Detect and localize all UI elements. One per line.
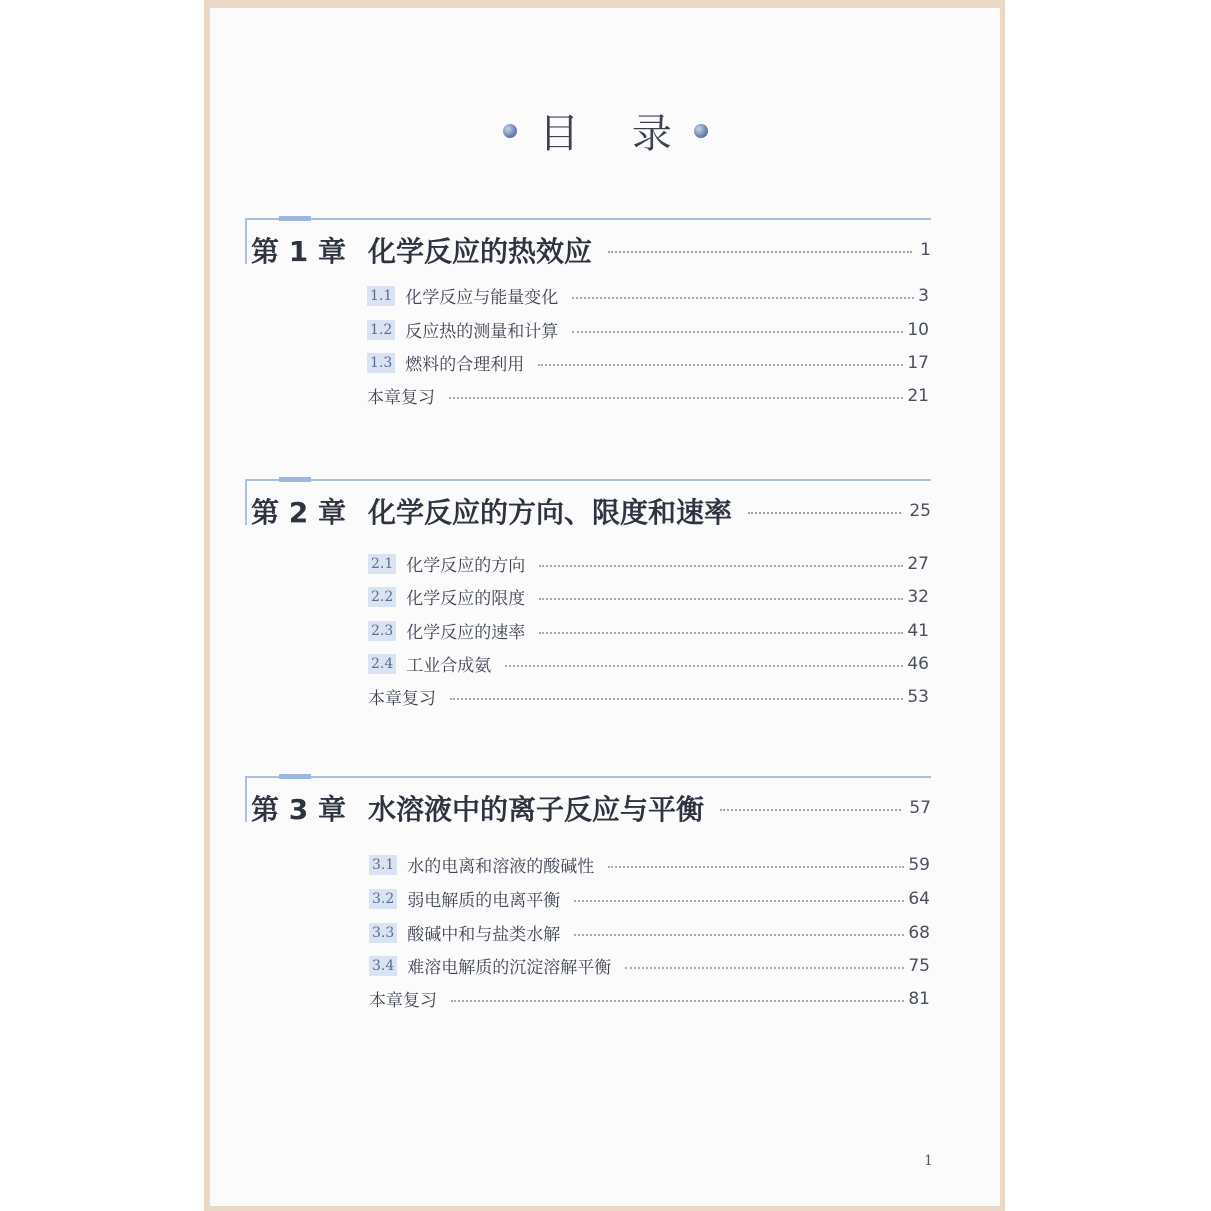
dot-leader [720,809,901,811]
chapter-bracket [245,479,247,525]
chapter-accent [279,477,311,482]
dot-leader [450,698,903,700]
dot-leader [574,900,904,902]
chapter-page-number: 25 [909,501,931,521]
section-title: 燃料的合理利用 [405,355,525,375]
chapter-rule [245,776,931,778]
dot-leader [538,364,903,366]
section-number: 3.4 [369,956,397,976]
chapter-label: 第 3 章 [251,793,346,826]
section-page-number: 68 [908,922,930,943]
dot-leader [451,1000,904,1002]
section-number: 1.3 [367,353,395,373]
section-number: 2.3 [368,621,396,641]
section-number: 1.2 [367,320,395,340]
dot-leader [449,397,903,399]
section-title: 反应热的测量和计算 [405,322,559,342]
section-title: 本章复习 [369,991,437,1011]
section-number: 2.1 [368,554,396,574]
chapter-label: 第 1 章 [251,235,346,268]
section-number: 3.1 [369,855,397,875]
section-title: 本章复习 [367,388,435,408]
section-number: 3.2 [369,889,397,909]
chapter-page-number: 1 [920,240,931,260]
chapter-title: 化学反应的热效应 [367,235,592,268]
dot-leader [748,512,901,514]
chapter-accent [279,774,311,779]
section-page-number: 32 [907,586,929,607]
title-dot-left [503,124,517,138]
toc-entry[interactable] [368,551,929,576]
section-page-number: 41 [907,620,929,641]
section-page-number: 75 [908,955,930,976]
toc-entry[interactable] [367,383,929,408]
chapter-accent [279,216,311,221]
dot-leader [539,565,903,567]
section-title: 酸碱中和与盐类水解 [407,925,561,945]
dot-leader [539,598,903,600]
toc-entry[interactable] [367,350,929,375]
toc-entry[interactable] [369,852,930,877]
toc-entry[interactable] [367,317,929,342]
chapter-title: 水溶液中的离子反应与平衡 [367,793,704,826]
section-title: 化学反应的速率 [406,623,526,643]
section-page-number: 53 [907,686,929,707]
toc-entry[interactable] [369,920,930,945]
chapter-rule [245,218,931,220]
dot-leader [625,967,904,969]
chapter-heading[interactable] [251,230,931,270]
section-number: 1.1 [367,286,395,306]
chapter-label: 第 2 章 [251,496,346,529]
dot-leader [608,251,912,253]
toc-entry[interactable] [369,886,930,911]
section-number: 3.3 [369,923,397,943]
section-page-number: 10 [907,319,929,340]
section-page-number: 17 [907,352,929,373]
section-page-number: 3 [918,285,929,306]
section-title: 难溶电解质的沉淀溶解平衡 [407,958,612,978]
chapter-page-number: 57 [909,798,931,818]
section-page-number: 59 [908,854,930,875]
section-page-number: 46 [907,653,929,674]
toc-entry[interactable] [369,986,930,1011]
chapter-heading[interactable] [251,788,931,828]
toc-title [0,102,1211,159]
chapter-heading[interactable] [251,491,931,531]
toc-entry[interactable] [368,618,929,643]
section-page-number: 64 [908,888,930,909]
section-page-number: 27 [907,553,929,574]
toc-entry[interactable] [369,953,930,978]
section-title: 化学反应的限度 [406,589,526,609]
chapter-bracket [245,218,247,264]
toc-title-text: 目 录 [539,111,692,157]
chapter-bracket [245,776,247,822]
section-title: 工业合成氨 [406,656,492,676]
toc-entry[interactable] [368,684,929,709]
toc-entry[interactable] [367,283,929,308]
page-folio: 1 [924,1153,933,1169]
title-dot-right [694,124,708,138]
section-number: 2.2 [368,587,396,607]
dot-leader [572,297,914,299]
dot-leader [608,866,904,868]
section-page-number: 81 [908,988,930,1009]
section-title: 化学反应的方向 [406,556,526,576]
section-title: 弱电解质的电离平衡 [407,891,561,911]
toc-entry[interactable] [368,651,929,676]
dot-leader [505,665,903,667]
section-title: 化学反应与能量变化 [405,288,559,308]
dot-leader [574,934,904,936]
section-title: 本章复习 [368,689,436,709]
section-number: 2.4 [368,654,396,674]
section-page-number: 21 [907,385,929,406]
dot-leader [539,632,903,634]
chapter-title: 化学反应的方向、限度和速率 [367,496,732,529]
dot-leader [572,331,903,333]
chapter-rule [245,479,931,481]
section-title: 水的电离和溶液的酸碱性 [407,857,595,877]
toc-entry[interactable] [368,584,929,609]
